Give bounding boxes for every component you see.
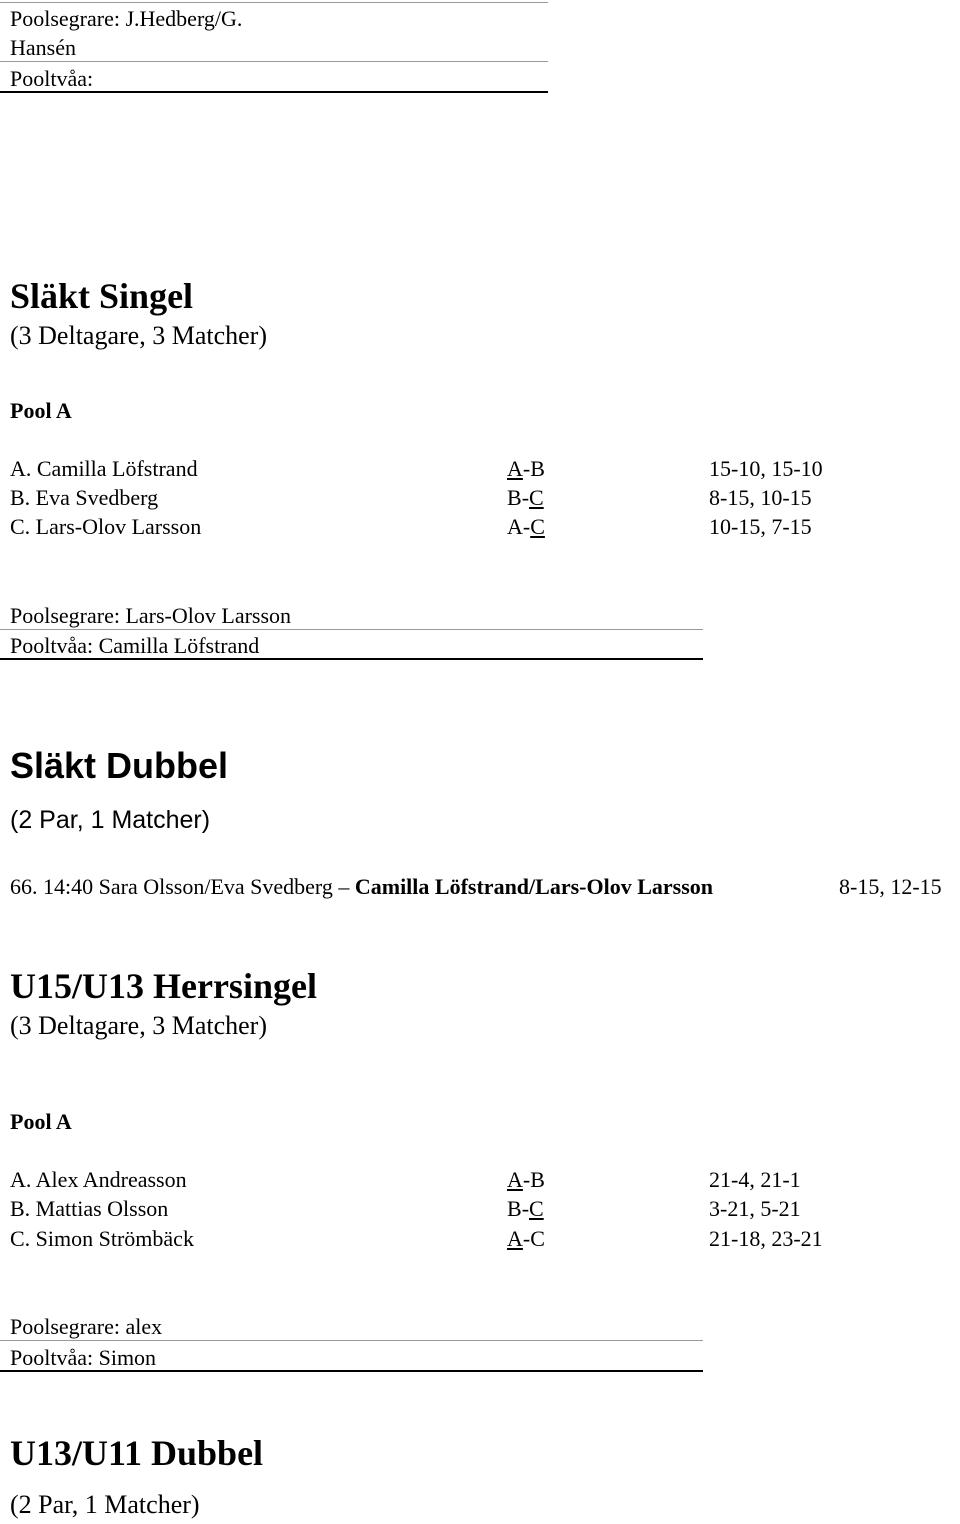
match-pair: [507, 1196, 544, 1222]
match-score: 10-15, 7-15: [709, 514, 812, 539]
tvaa-rule: [0, 658, 703, 660]
player-row: C. Simon Strömbäck: [10, 1226, 194, 1251]
match-score: 3-21, 5-21: [709, 1196, 801, 1221]
match-left: A: [507, 456, 523, 481]
match-score: 15-10, 15-10: [709, 456, 823, 481]
top-rule: [0, 2, 548, 3]
pool-label: Pool A: [10, 398, 72, 423]
match-sep: -: [522, 1167, 531, 1192]
poolsegrare: Poolsegrare: alex: [10, 1314, 163, 1339]
match-score: 21-18, 23-21: [709, 1226, 823, 1251]
match-right: B: [530, 1167, 545, 1192]
match-right: C: [529, 1196, 544, 1221]
match-right: C: [529, 485, 544, 510]
top-poolsegrare-cont: Hansén: [10, 35, 76, 60]
section-title-slakt-singel: Släkt Singel: [10, 276, 194, 316]
tvaa-rule: [0, 1370, 703, 1372]
match-number-time: 66. 14:40: [10, 874, 94, 899]
section-title-slakt-dubbel: Släkt Dubbel: [10, 745, 229, 786]
match-sep: -: [521, 1196, 530, 1221]
match-sep: -: [522, 456, 531, 481]
player-row: B. Mattias Olsson: [10, 1196, 169, 1221]
pooltvaa: Pooltvåa: Simon: [10, 1345, 157, 1370]
match-pair: [507, 1226, 545, 1252]
match-left: A: [507, 514, 523, 539]
section-subtitle-u15-herrsingel: (3 Deltagare, 3 Matcher): [10, 1011, 267, 1040]
player-row: A. Camilla Löfstrand: [10, 456, 198, 481]
team-2: Camilla Löfstrand/Lars-Olov Larsson: [354, 874, 713, 899]
match-sep: -: [521, 485, 530, 510]
match-right: C: [530, 1226, 545, 1251]
section-title-u15-herrsingel: U15/U13 Herrsingel: [10, 966, 317, 1006]
section-subtitle-u13-dubbel: (2 Par, 1 Matcher): [10, 1490, 200, 1519]
top-rule-2: [0, 61, 548, 62]
section-subtitle-slakt-singel: (3 Deltagare, 3 Matcher): [10, 321, 267, 350]
section-title-u13-dubbel: U13/U11 Dubbel: [10, 1433, 264, 1473]
match-pair: [507, 456, 545, 482]
match-sep: -: [522, 514, 531, 539]
match-pair: [507, 1167, 545, 1193]
player-row: B. Eva Svedberg: [10, 485, 159, 510]
match-score: 8-15, 10-15: [709, 485, 812, 510]
segrare-rule: [0, 629, 703, 630]
match-right: C: [530, 514, 545, 539]
player-row: A. Alex Andreasson: [10, 1167, 187, 1192]
poolsegrare: Poolsegrare: Lars-Olov Larsson: [10, 603, 292, 628]
top-pooltvaa: Pooltvåa:: [10, 66, 94, 91]
match-score: 8-15, 12-15: [839, 874, 942, 899]
match-left: B: [507, 485, 522, 510]
pooltvaa: Pooltvåa: Camilla Löfstrand: [10, 633, 260, 658]
match-sep: -: [522, 1226, 531, 1251]
match-score: 21-4, 21-1: [709, 1167, 801, 1192]
pool-label: Pool A: [10, 1109, 72, 1134]
top-poolsegrare: Poolsegrare: J.Hedberg/G.: [10, 6, 243, 31]
match-left: A: [507, 1226, 523, 1251]
team-dash: –: [338, 874, 350, 899]
match-line: [10, 874, 713, 900]
segrare-rule: [0, 1340, 703, 1341]
match-left: A: [507, 1167, 523, 1192]
top-rule-3: [0, 91, 548, 93]
match-left: B: [507, 1196, 522, 1221]
match-right: B: [530, 456, 545, 481]
player-row: C. Lars-Olov Larsson: [10, 514, 202, 539]
match-pair: [507, 485, 544, 511]
section-subtitle-slakt-dubbel: (2 Par, 1 Matcher): [10, 806, 211, 834]
match-pair: [507, 514, 545, 540]
team-1: Sara Olsson/Eva Svedberg: [98, 874, 333, 899]
